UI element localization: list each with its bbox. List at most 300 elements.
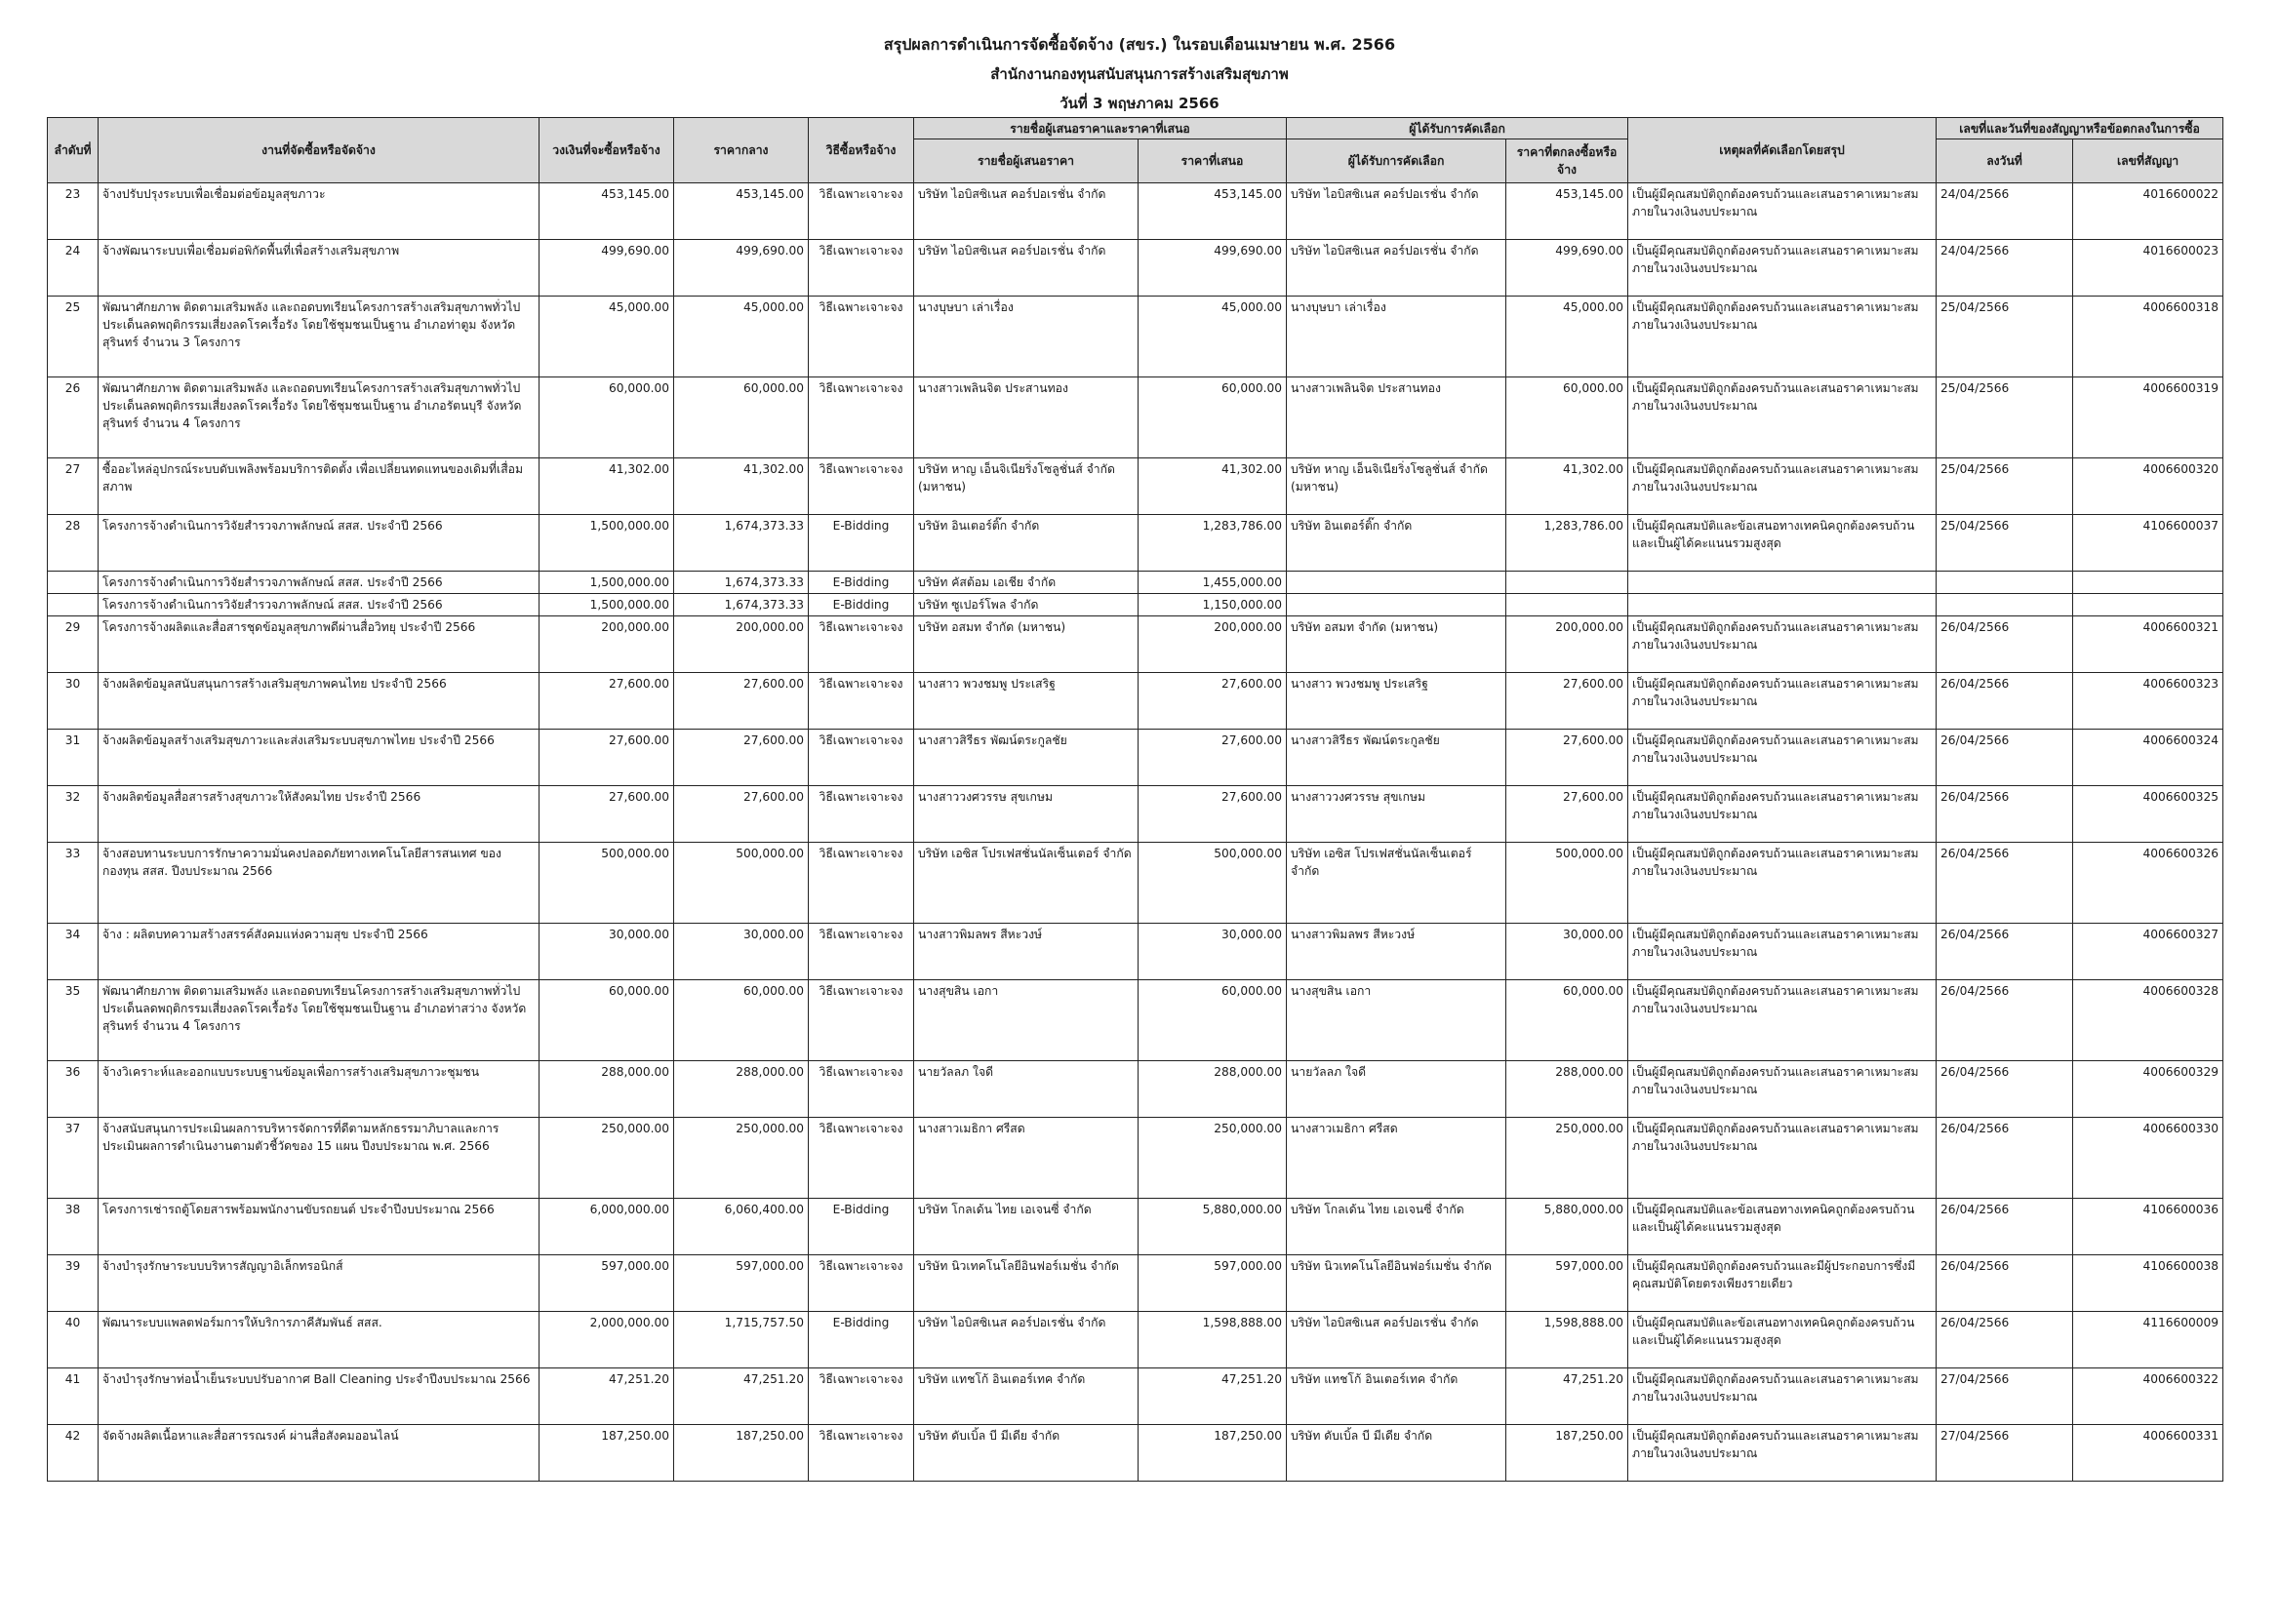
contract-number: 4006600330 — [2073, 1118, 2223, 1199]
table-row — [48, 1425, 2223, 1482]
col-group-bidders: รายชื่อผู้เสนอราคาและราคาที่เสนอ — [914, 118, 1287, 139]
selected-vendor: บริษัท หาญ เอ็นจิเนียริ่งโซลูชั่นส์ จำกัด (มหาชน) — [1287, 458, 1506, 515]
selection-reason: เป็นผู้มีคุณสมบัติถูกต้องครบถ้วนและเสนอราคาเหมาะสมภายในวงเงินงบประมาณ — [1628, 980, 1937, 1061]
work-description: จ้างสนับสนุนการประเมินผลการบริหารจัดการที่ดีตามหลักธรรมาภิบาลและการประเมินผลการดำเนินงานตามตัวชี้วัดของ 15 แผน ปีงบประมาณ พ.ศ. 2566 — [99, 1118, 540, 1199]
selected-vendor: นางสาวเพลินจิต ประสานทอง — [1287, 377, 1506, 458]
sign-date: 25/04/2566 — [1937, 458, 2073, 515]
budget-amount: 288,000.00 — [540, 1061, 674, 1118]
budget-amount: 47,251.20 — [540, 1368, 674, 1425]
bid-price: 500,000.00 — [1139, 843, 1287, 924]
bidder-name: บริษัท เอซิส โปรเฟสชั่นนัลเซ็นเตอร์ จำกัด — [914, 843, 1139, 924]
procurement-method: วิธีเฉพาะเจาะจง — [809, 673, 914, 730]
selection-reason: เป็นผู้มีคุณสมบัติถูกต้องครบถ้วนและเสนอราคาเหมาะสมภายในวงเงินงบประมาณ — [1628, 843, 1937, 924]
median-price: 27,600.00 — [674, 673, 809, 730]
budget-amount: 60,000.00 — [540, 980, 674, 1061]
row-number: 42 — [48, 1425, 99, 1482]
budget-amount: 499,690.00 — [540, 240, 674, 297]
contract-number — [2073, 572, 2223, 594]
budget-amount: 1,500,000.00 — [540, 594, 674, 616]
col-header-agreed-price: ราคาที่ตกลงซื้อหรือจ้าง — [1506, 139, 1628, 183]
bid-price: 1,283,786.00 — [1139, 515, 1287, 572]
contract-number: 4116600009 — [2073, 1312, 2223, 1368]
median-price: 1,715,757.50 — [674, 1312, 809, 1368]
work-description: จ้างบำรุงรักษาระบบบริหารสัญญาอิเล็กทรอนิกส์ — [99, 1255, 540, 1312]
selection-reason: เป็นผู้มีคุณสมบัติและข้อเสนอทางเทคนิคถูกต้องครบถ้วนและเป็นผู้ได้คะแนนรวมสูงสุด — [1628, 1312, 1937, 1368]
row-number: 38 — [48, 1199, 99, 1255]
work-description: จ้างผลิตข้อมูลสื่อสารสร้างสุขภาวะให้สังคมไทย ประจำปี 2566 — [99, 786, 540, 843]
bidder-name: บริษัท แทชโก้ อินเตอร์เทค จำกัด — [914, 1368, 1139, 1425]
sign-date: 25/04/2566 — [1937, 297, 2073, 377]
median-price: 187,250.00 — [674, 1425, 809, 1482]
work-description: จ้างปรับปรุงระบบเพื่อเชื่อมต่อข้อมูลสุขภาวะ — [99, 183, 540, 240]
selected-vendor: นางสาววงศวรรษ สุขเกษม — [1287, 786, 1506, 843]
contract-number: 4016600022 — [2073, 183, 2223, 240]
col-header-reason: เหตุผลที่คัดเลือกโดยสรุป — [1628, 118, 1937, 183]
row-number: 33 — [48, 843, 99, 924]
row-number: 36 — [48, 1061, 99, 1118]
selected-vendor: นายวัลลภ ใจดี — [1287, 1061, 1506, 1118]
agreed-price — [1506, 594, 1628, 616]
sign-date: 26/04/2566 — [1937, 1255, 2073, 1312]
bid-price: 27,600.00 — [1139, 786, 1287, 843]
selected-vendor: บริษัท ดับเบิ้ล บี มีเดีย จำกัด — [1287, 1425, 1506, 1482]
contract-number: 4106600038 — [2073, 1255, 2223, 1312]
work-description: พัฒนาศักยภาพ ติดตามเสริมพลัง และถอดบทเรียนโครงการสร้างเสริมสุขภาพทั่วไป ประเด็นลดพฤติกรรมเสี่ยงลดโรคเรื้อรัง โดยใช้ชุมชนเป็นฐาน อำเภอท่าตูม จังหวัดสุรินทร์ จำนวน 3 โครงการ — [99, 297, 540, 377]
bid-price: 47,251.20 — [1139, 1368, 1287, 1425]
agreed-price: 597,000.00 — [1506, 1255, 1628, 1312]
bid-price: 453,145.00 — [1139, 183, 1287, 240]
budget-amount: 60,000.00 — [540, 377, 674, 458]
row-number: 34 — [48, 924, 99, 980]
selection-reason: เป็นผู้มีคุณสมบัติถูกต้องครบถ้วนและเสนอราคาเหมาะสมภายในวงเงินงบประมาณ — [1628, 673, 1937, 730]
sign-date: 26/04/2566 — [1937, 730, 2073, 786]
contract-number: 4006600329 — [2073, 1061, 2223, 1118]
budget-amount: 27,600.00 — [540, 673, 674, 730]
agreed-price: 27,600.00 — [1506, 673, 1628, 730]
selection-reason — [1628, 594, 1937, 616]
bidder-name: บริษัท โกลเด้น ไทย เอเจนซี่ จำกัด — [914, 1199, 1139, 1255]
selected-vendor: บริษัท ไอบิสซิเนส คอร์ปอเรชั่น จำกัด — [1287, 240, 1506, 297]
budget-amount: 2,000,000.00 — [540, 1312, 674, 1368]
budget-amount: 187,250.00 — [540, 1425, 674, 1482]
bidder-name: บริษัท ไอบิสซิเนส คอร์ปอเรชั่น จำกัด — [914, 1312, 1139, 1368]
procurement-method: วิธีเฉพาะเจาะจง — [809, 458, 914, 515]
procurement-method: วิธีเฉพาะเจาะจง — [809, 1061, 914, 1118]
work-description: ซื้ออะไหล่อุปกรณ์ระบบดับเพลิงพร้อมบริการติดตั้ง เพื่อเปลี่ยนทดแทนของเดิมที่เสื่อมสภาพ — [99, 458, 540, 515]
table-row — [48, 1199, 2223, 1255]
sign-date: 27/04/2566 — [1937, 1425, 2073, 1482]
contract-number: 4006600322 — [2073, 1368, 2223, 1425]
work-description: พัฒนาศักยภาพ ติดตามเสริมพลัง และถอดบทเรียนโครงการสร้างเสริมสุขภาพทั่วไป ประเด็นลดพฤติกรรมเสี่ยงลดโรคเรื้อรัง โดยใช้ชุมชนเป็นฐาน อำเภอท่าสว่าง จังหวัดสุรินทร์ จำนวน 4 โครงการ — [99, 980, 540, 1061]
procurement-method: วิธีเฉพาะเจาะจง — [809, 297, 914, 377]
bidder-name: นางสาวพิมลพร สีหะวงษ์ — [914, 924, 1139, 980]
sign-date: 26/04/2566 — [1937, 673, 2073, 730]
table-row — [48, 1312, 2223, 1368]
work-description: โครงการจ้างผลิตและสื่อสารชุดข้อมูลสุขภาพดีผ่านสื่อวิทยุ ประจำปี 2566 — [99, 616, 540, 673]
col-header-selected: ผู้ได้รับการคัดเลือก — [1287, 139, 1506, 183]
agreed-price: 41,302.00 — [1506, 458, 1628, 515]
bidder-name: นางสุขสิน เอกา — [914, 980, 1139, 1061]
sign-date: 26/04/2566 — [1937, 980, 2073, 1061]
median-price: 500,000.00 — [674, 843, 809, 924]
agreed-price — [1506, 572, 1628, 594]
organization-name: สำนักงานกองทุนสนับสนุนการสร้างเสริมสุขภาพ — [990, 65, 1289, 83]
row-number: 30 — [48, 673, 99, 730]
row-number: 29 — [48, 616, 99, 673]
bidder-name: บริษัท อินเตอร์ติ๊ก จำกัด — [914, 515, 1139, 572]
bidder-name: นางสาววงศวรรษ สุขเกษม — [914, 786, 1139, 843]
row-number: 31 — [48, 730, 99, 786]
contract-number: 4006600324 — [2073, 730, 2223, 786]
work-description: โครงการเช่ารถตู้โดยสารพร้อมพนักงานขับรถยนต์ ประจำปีงบประมาณ 2566 — [99, 1199, 540, 1255]
sign-date: 24/04/2566 — [1937, 240, 2073, 297]
work-description: จ้างสอบทานระบบการรักษาความมั่นคงปลอดภัยทางเทคโนโลยีสารสนเทศ ของ กองทุน สสส. ปีงบประมาณ 2566 — [99, 843, 540, 924]
median-price: 250,000.00 — [674, 1118, 809, 1199]
median-price: 27,600.00 — [674, 786, 809, 843]
report-date: วันที่ 3 พฤษภาคม 2566 — [1060, 95, 1219, 112]
table-row — [48, 1118, 2223, 1199]
agreed-price: 453,145.00 — [1506, 183, 1628, 240]
procurement-method: E-Bidding — [809, 594, 914, 616]
budget-amount: 500,000.00 — [540, 843, 674, 924]
bidder-name: บริษัท ไอบิสซิเนส คอร์ปอเรชั่น จำกัด — [914, 240, 1139, 297]
bid-price: 499,690.00 — [1139, 240, 1287, 297]
agreed-price: 1,598,888.00 — [1506, 1312, 1628, 1368]
contract-number: 4006600325 — [2073, 786, 2223, 843]
contract-number: 4006600331 — [2073, 1425, 2223, 1482]
selected-vendor: บริษัท โกลเด้น ไทย เอเจนซี่ จำกัด — [1287, 1199, 1506, 1255]
work-description: โครงการจ้างดำเนินการวิจัยสำรวจภาพลักษณ์ สสส. ประจำปี 2566 — [99, 594, 540, 616]
procurement-method: E-Bidding — [809, 515, 914, 572]
median-price: 60,000.00 — [674, 980, 809, 1061]
procurement-method: E-Bidding — [809, 572, 914, 594]
median-price: 453,145.00 — [674, 183, 809, 240]
contract-number — [2073, 594, 2223, 616]
bid-price: 27,600.00 — [1139, 730, 1287, 786]
contract-number: 4006600319 — [2073, 377, 2223, 458]
selection-reason: เป็นผู้มีคุณสมบัติถูกต้องครบถ้วนและเสนอราคาเหมาะสมภายในวงเงินงบประมาณ — [1628, 1118, 1937, 1199]
procurement-method: วิธีเฉพาะเจาะจง — [809, 1368, 914, 1425]
work-description: จ้างพัฒนาระบบเพื่อเชื่อมต่อพิกัดพื้นที่เพื่อสร้างเสริมสุขภาพ — [99, 240, 540, 297]
table-row — [48, 673, 2223, 730]
bid-price: 1,455,000.00 — [1139, 572, 1287, 594]
row-number: 41 — [48, 1368, 99, 1425]
contract-number: 4006600328 — [2073, 980, 2223, 1061]
table-row — [48, 843, 2223, 924]
selected-vendor — [1287, 572, 1506, 594]
table-row — [48, 1061, 2223, 1118]
selection-reason: เป็นผู้มีคุณสมบัติถูกต้องครบถ้วนและเสนอราคาเหมาะสมภายในวงเงินงบประมาณ — [1628, 183, 1937, 240]
bid-price: 45,000.00 — [1139, 297, 1287, 377]
sign-date: 26/04/2566 — [1937, 1118, 2073, 1199]
agreed-price: 27,600.00 — [1506, 730, 1628, 786]
median-price: 45,000.00 — [674, 297, 809, 377]
selection-reason: เป็นผู้มีคุณสมบัติถูกต้องครบถ้วนและเสนอราคาเหมาะสมภายในวงเงินงบประมาณ — [1628, 240, 1937, 297]
agreed-price: 288,000.00 — [1506, 1061, 1628, 1118]
bidder-name: นายวัลลภ ใจดี — [914, 1061, 1139, 1118]
bidder-name: นางสาวสิรีธร พัฒน์ตระกูลชัย — [914, 730, 1139, 786]
selected-vendor: บริษัท แทชโก้ อินเตอร์เทค จำกัด — [1287, 1368, 1506, 1425]
work-description: จ้างวิเคราะห์และออกแบบระบบฐานข้อมูลเพื่อการสร้างเสริมสุขภาวะชุมชน — [99, 1061, 540, 1118]
bidder-name: บริษัท ซูเปอร์โพล จำกัด — [914, 594, 1139, 616]
row-number — [48, 594, 99, 616]
col-header-no: ลำดับที่ — [48, 118, 99, 183]
selection-reason: เป็นผู้มีคุณสมบัติถูกต้องครบถ้วนและเสนอราคาเหมาะสมภายในวงเงินงบประมาณ — [1628, 1425, 1937, 1482]
agreed-price: 200,000.00 — [1506, 616, 1628, 673]
agreed-price: 27,600.00 — [1506, 786, 1628, 843]
budget-amount: 1,500,000.00 — [540, 572, 674, 594]
row-number: 39 — [48, 1255, 99, 1312]
agreed-price: 30,000.00 — [1506, 924, 1628, 980]
bidder-name: นางสาวเมธิกา ศรีสด — [914, 1118, 1139, 1199]
bidder-name: บริษัท อสมท จำกัด (มหาชน) — [914, 616, 1139, 673]
budget-amount: 597,000.00 — [540, 1255, 674, 1312]
work-description: จ้างผลิตข้อมูลสนับสนุนการสร้างเสริมสุขภาพคนไทย ประจำปี 2566 — [99, 673, 540, 730]
sign-date — [1937, 594, 2073, 616]
table-row — [48, 730, 2223, 786]
contract-number: 4006600321 — [2073, 616, 2223, 673]
table-row — [48, 183, 2223, 240]
work-description: โครงการจ้างดำเนินการวิจัยสำรวจภาพลักษณ์ สสส. ประจำปี 2566 — [99, 515, 540, 572]
col-header-median-price: ราคากลาง — [674, 118, 809, 183]
selection-reason: เป็นผู้มีคุณสมบัติถูกต้องครบถ้วนและเสนอราคาเหมาะสมภายในวงเงินงบประมาณ — [1628, 1368, 1937, 1425]
table-row — [48, 594, 2223, 616]
agreed-price: 250,000.00 — [1506, 1118, 1628, 1199]
selected-vendor: บริษัท ไอบิสซิเนส คอร์ปอเรชั่น จำกัด — [1287, 183, 1506, 240]
table-row — [48, 377, 2223, 458]
selected-vendor: นางสุขสิน เอกา — [1287, 980, 1506, 1061]
selection-reason: เป็นผู้มีคุณสมบัติถูกต้องครบถ้วนและเสนอราคาเหมาะสมภายในวงเงินงบประมาณ — [1628, 786, 1937, 843]
row-number: 23 — [48, 183, 99, 240]
work-description: พัฒนาศักยภาพ ติดตามเสริมพลัง และถอดบทเรียนโครงการสร้างเสริมสุขภาพทั่วไป ประเด็นลดพฤติกรรมเสี่ยงลดโรคเรื้อรัง โดยใช้ชุมชนเป็นฐาน อำเภอรัตนบุรี จังหวัดสุรินทร์ จำนวน 4 โครงการ — [99, 377, 540, 458]
budget-amount: 27,600.00 — [540, 730, 674, 786]
bid-price: 5,880,000.00 — [1139, 1199, 1287, 1255]
sign-date: 26/04/2566 — [1937, 843, 2073, 924]
sign-date: 26/04/2566 — [1937, 924, 2073, 980]
table-row — [48, 515, 2223, 572]
median-price: 1,674,373.33 — [674, 572, 809, 594]
selected-vendor: บริษัท เอซิส โปรเฟสชั่นนัลเซ็นเตอร์ จำกัด — [1287, 843, 1506, 924]
bidder-name: บริษัท ไอบิสซิเนส คอร์ปอเรชั่น จำกัด — [914, 183, 1139, 240]
procurement-method: วิธีเฉพาะเจาะจง — [809, 240, 914, 297]
selection-reason: เป็นผู้มีคุณสมบัติและข้อเสนอทางเทคนิคถูกต้องครบถ้วนและเป็นผู้ได้คะแนนรวมสูงสุด — [1628, 1199, 1937, 1255]
median-price: 288,000.00 — [674, 1061, 809, 1118]
sign-date: 26/04/2566 — [1937, 786, 2073, 843]
row-number: 24 — [48, 240, 99, 297]
bidder-name: บริษัท นิวเทคโนโลยีอินฟอร์เมชั่น จำกัด — [914, 1255, 1139, 1312]
sign-date: 26/04/2566 — [1937, 1061, 2073, 1118]
bid-price: 60,000.00 — [1139, 377, 1287, 458]
row-number: 27 — [48, 458, 99, 515]
selection-reason: เป็นผู้มีคุณสมบัติถูกต้องครบถ้วนและเสนอราคาเหมาะสมภายในวงเงินงบประมาณ — [1628, 1061, 1937, 1118]
procurement-method: วิธีเฉพาะเจาะจง — [809, 1255, 914, 1312]
bid-price: 200,000.00 — [1139, 616, 1287, 673]
selection-reason: เป็นผู้มีคุณสมบัติถูกต้องครบถ้วนและเสนอราคาเหมาะสมภายในวงเงินงบประมาณ — [1628, 458, 1937, 515]
bidder-name: บริษัท คัสต้อม เอเชีย จำกัด — [914, 572, 1139, 594]
agreed-price: 187,250.00 — [1506, 1425, 1628, 1482]
row-number: 28 — [48, 515, 99, 572]
median-price: 1,674,373.33 — [674, 594, 809, 616]
sign-date: 24/04/2566 — [1937, 183, 2073, 240]
median-price: 27,600.00 — [674, 730, 809, 786]
work-description: จัดจ้างผลิตเนื้อหาและสื่อสารรณรงค์ ผ่านสื่อสังคมออนไลน์ — [99, 1425, 540, 1482]
contract-number: 4006600318 — [2073, 297, 2223, 377]
col-header-bidder: รายชื่อผู้เสนอราคา — [914, 139, 1139, 183]
budget-amount: 6,000,000.00 — [540, 1199, 674, 1255]
sign-date: 26/04/2566 — [1937, 1199, 2073, 1255]
contract-number: 4006600323 — [2073, 673, 2223, 730]
median-price: 200,000.00 — [674, 616, 809, 673]
table-row — [48, 980, 2223, 1061]
work-description: จ้าง : ผลิตบทความสร้างสรรค์สังคมแห่งความสุข ประจำปี 2566 — [99, 924, 540, 980]
procurement-method: วิธีเฉพาะเจาะจง — [809, 786, 914, 843]
selection-reason — [1628, 572, 1937, 594]
selection-reason: เป็นผู้มีคุณสมบัติถูกต้องครบถ้วนและเสนอราคาเหมาะสมภายในวงเงินงบประมาณ — [1628, 377, 1937, 458]
row-number: 37 — [48, 1118, 99, 1199]
budget-amount: 250,000.00 — [540, 1118, 674, 1199]
selection-reason: เป็นผู้มีคุณสมบัติถูกต้องครบถ้วนและเสนอราคาเหมาะสมภายในวงเงินงบประมาณ — [1628, 297, 1937, 377]
row-number: 35 — [48, 980, 99, 1061]
col-header-sign-date: ลงวันที่ — [1937, 139, 2073, 183]
bid-price: 250,000.00 — [1139, 1118, 1287, 1199]
selection-reason: เป็นผู้มีคุณสมบัติถูกต้องครบถ้วนและมีผู้ประกอบการซึ่งมีคุณสมบัติโดยตรงเพียงรายเดียว — [1628, 1255, 1937, 1312]
table-row — [48, 297, 2223, 377]
col-header-contract-no: เลขที่สัญญา — [2073, 139, 2223, 183]
work-description: จ้างผลิตข้อมูลสร้างเสริมสุขภาวะและส่งเสริมระบบสุขภาพไทย ประจำปี 2566 — [99, 730, 540, 786]
contract-number: 4106600036 — [2073, 1199, 2223, 1255]
bid-price: 1,598,888.00 — [1139, 1312, 1287, 1368]
procurement-table — [47, 117, 2223, 1482]
procurement-method: วิธีเฉพาะเจาะจง — [809, 1425, 914, 1482]
selected-vendor: นางสาวเมธิกา ศรีสด — [1287, 1118, 1506, 1199]
selected-vendor: นางสาว พวงชมพู ประเสริฐ — [1287, 673, 1506, 730]
selected-vendor: บริษัท นิวเทคโนโลยีอินฟอร์เมชั่น จำกัด — [1287, 1255, 1506, 1312]
budget-amount: 453,145.00 — [540, 183, 674, 240]
col-header-budget: วงเงินที่จะซื้อหรือจ้าง — [540, 118, 674, 183]
contract-number: 4006600326 — [2073, 843, 2223, 924]
bidder-name: บริษัท ดับเบิ้ล บี มีเดีย จำกัด — [914, 1425, 1139, 1482]
median-price: 60,000.00 — [674, 377, 809, 458]
selected-vendor — [1287, 594, 1506, 616]
agreed-price: 500,000.00 — [1506, 843, 1628, 924]
sign-date: 26/04/2566 — [1937, 616, 2073, 673]
selected-vendor: นางบุษบา เล่าเรื่อง — [1287, 297, 1506, 377]
bidder-name: นางสาว พวงชมพู ประเสริฐ — [914, 673, 1139, 730]
table-row — [48, 616, 2223, 673]
budget-amount: 27,600.00 — [540, 786, 674, 843]
contract-number: 4006600327 — [2073, 924, 2223, 980]
table-row — [48, 572, 2223, 594]
agreed-price: 5,880,000.00 — [1506, 1199, 1628, 1255]
budget-amount: 41,302.00 — [540, 458, 674, 515]
table-header — [48, 118, 2223, 183]
col-header-method: วิธีซื้อหรือจ้าง — [809, 118, 914, 183]
table-row — [48, 458, 2223, 515]
selection-reason: เป็นผู้มีคุณสมบัติถูกต้องครบถ้วนและเสนอราคาเหมาะสมภายในวงเงินงบประมาณ — [1628, 924, 1937, 980]
bid-price: 60,000.00 — [1139, 980, 1287, 1061]
work-description: โครงการจ้างดำเนินการวิจัยสำรวจภาพลักษณ์ สสส. ประจำปี 2566 — [99, 572, 540, 594]
sign-date: 27/04/2566 — [1937, 1368, 2073, 1425]
bid-price: 27,600.00 — [1139, 673, 1287, 730]
selected-vendor: บริษัท อสมท จำกัด (มหาชน) — [1287, 616, 1506, 673]
sign-date — [1937, 572, 2073, 594]
table-row — [48, 924, 2223, 980]
selection-reason: เป็นผู้มีคุณสมบัติและข้อเสนอทางเทคนิคถูกต้องครบถ้วนและเป็นผู้ได้คะแนนรวมสูงสุด — [1628, 515, 1937, 572]
procurement-method: วิธีเฉพาะเจาะจง — [809, 183, 914, 240]
table-row — [48, 240, 2223, 297]
budget-amount: 30,000.00 — [540, 924, 674, 980]
row-number: 26 — [48, 377, 99, 458]
selected-vendor: บริษัท อินเตอร์ติ๊ก จำกัด — [1287, 515, 1506, 572]
agreed-price: 499,690.00 — [1506, 240, 1628, 297]
bidder-name: นางสาวเพลินจิต ประสานทอง — [914, 377, 1139, 458]
median-price: 597,000.00 — [674, 1255, 809, 1312]
median-price: 30,000.00 — [674, 924, 809, 980]
budget-amount: 1,500,000.00 — [540, 515, 674, 572]
selected-vendor: บริษัท ไอบิสซิเนส คอร์ปอเรชั่น จำกัด — [1287, 1312, 1506, 1368]
agreed-price: 60,000.00 — [1506, 980, 1628, 1061]
col-header-bid-price: ราคาที่เสนอ — [1139, 139, 1287, 183]
bidder-name: บริษัท หาญ เอ็นจิเนียริ่งโซลูชั่นส์ จำกัด (มหาชน) — [914, 458, 1139, 515]
selected-vendor: นางสาวพิมลพร สีหะวงษ์ — [1287, 924, 1506, 980]
contract-number: 4106600037 — [2073, 515, 2223, 572]
bid-price: 30,000.00 — [1139, 924, 1287, 980]
bidder-name: นางบุษบา เล่าเรื่อง — [914, 297, 1139, 377]
contract-number: 4016600023 — [2073, 240, 2223, 297]
table-row — [48, 1368, 2223, 1425]
budget-amount: 200,000.00 — [540, 616, 674, 673]
procurement-method: วิธีเฉพาะเจาะจง — [809, 843, 914, 924]
procurement-method: วิธีเฉพาะเจาะจง — [809, 730, 914, 786]
bid-price: 1,150,000.00 — [1139, 594, 1287, 616]
row-number — [48, 572, 99, 594]
agreed-price: 45,000.00 — [1506, 297, 1628, 377]
procurement-method: E-Bidding — [809, 1199, 914, 1255]
median-price: 499,690.00 — [674, 240, 809, 297]
row-number: 40 — [48, 1312, 99, 1368]
agreed-price: 60,000.00 — [1506, 377, 1628, 458]
bid-price: 41,302.00 — [1139, 458, 1287, 515]
work-description: พัฒนาระบบแพลตฟอร์มการให้บริการภาคีสัมพันธ์ สสส. — [99, 1312, 540, 1368]
col-group-selected: ผู้ได้รับการคัดเลือก — [1287, 118, 1628, 139]
contract-number: 4006600320 — [2073, 458, 2223, 515]
table-row — [48, 1255, 2223, 1312]
median-price: 1,674,373.33 — [674, 515, 809, 572]
procurement-method: วิธีเฉพาะเจาะจง — [809, 377, 914, 458]
col-group-contract: เลขที่และวันที่ของสัญญาหรือข้อตกลงในการซื้อ — [1937, 118, 2223, 139]
sign-date: 26/04/2566 — [1937, 1312, 2073, 1368]
median-price: 6,060,400.00 — [674, 1199, 809, 1255]
table-row — [48, 786, 2223, 843]
bid-price: 597,000.00 — [1139, 1255, 1287, 1312]
procurement-method: วิธีเฉพาะเจาะจง — [809, 1118, 914, 1199]
sign-date: 25/04/2566 — [1937, 377, 2073, 458]
table-body — [48, 183, 2223, 1482]
budget-amount: 45,000.00 — [540, 297, 674, 377]
bid-price: 187,250.00 — [1139, 1425, 1287, 1482]
row-number: 25 — [48, 297, 99, 377]
row-number: 32 — [48, 786, 99, 843]
procurement-method: วิธีเฉพาะเจาะจง — [809, 924, 914, 980]
median-price: 47,251.20 — [674, 1368, 809, 1425]
bid-price: 288,000.00 — [1139, 1061, 1287, 1118]
agreed-price: 47,251.20 — [1506, 1368, 1628, 1425]
col-header-work: งานที่จัดซื้อหรือจัดจ้าง — [99, 118, 540, 183]
procurement-method: วิธีเฉพาะเจาะจง — [809, 980, 914, 1061]
agreed-price: 1,283,786.00 — [1506, 515, 1628, 572]
selection-reason: เป็นผู้มีคุณสมบัติถูกต้องครบถ้วนและเสนอราคาเหมาะสมภายในวงเงินงบประมาณ — [1628, 616, 1937, 673]
median-price: 41,302.00 — [674, 458, 809, 515]
